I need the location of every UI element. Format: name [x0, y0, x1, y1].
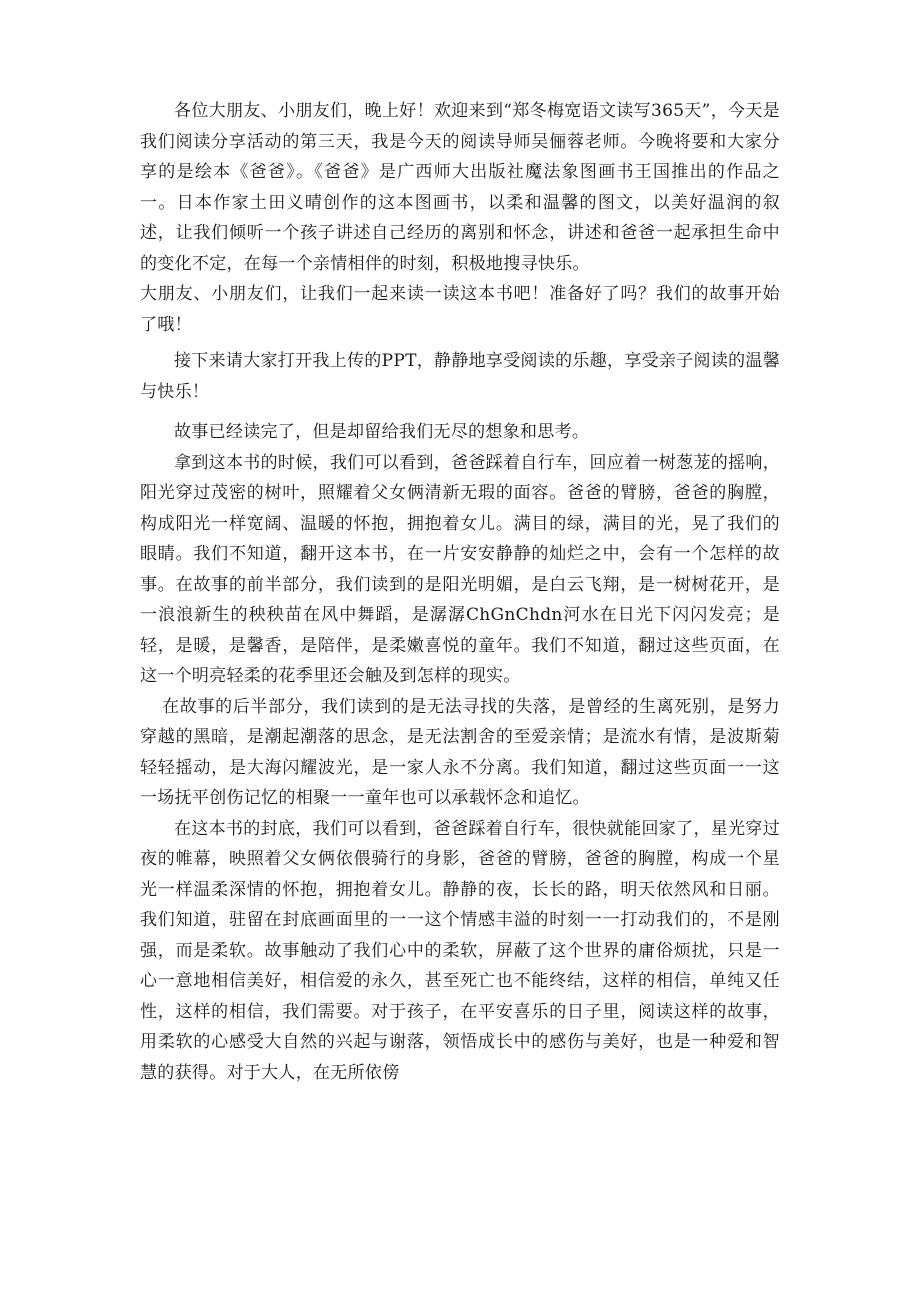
- second-half-paragraph: 在故事的后半部分，我们读到的是无法寻找的失落，是曾经的生离死别，是努力穿越的黑暗，是潮起潮落的思念，是无法割舍的至爱亲情；是流水有情，是波斯菊轻轻摇动，是大海闪耀波光，是一家人永不分离。我们知道，翻过这些页面一一这一场抚平创伤记忆的相聚一一童年也可以承载怀念和追忆。: [140, 696, 780, 808]
- ppt-paragraph: 接下来请大家打开我上传的PPT，静静地享受阅读的乐趣，享受亲子阅读的温馨与快乐！: [140, 351, 781, 402]
- reflection-paragraph: 故事已经读完了，但是却留给我们无尽的想象和思考。: [174, 422, 590, 442]
- document-page: [140, 96, 780, 1088]
- intro-paragraph: 各位大朋友、小朋友们，晚上好！欢迎来到“郑冬梅宽语文读写365天”，今天是我们阅读分享活动的第三天，我是今天的阅读导师吴俪蓉老师。今晚将要和大家分享的是绘本《爸爸》。《爸爸》是广西师大出版社魔法象图画书王国推出的作品之一。日本作家土田义晴创作的这本图画书，以柔和温馨的图文，以美好温润的叙述，让我们倾听一个孩子讲述自己经历的离别和怀念，讲述和爸爸一起承担生命中的变化不定，在每一个亲情相伴的时刻，积极地搜寻快乐。: [140, 101, 780, 274]
- invitation-paragraph: 大朋友、小朋友们，让我们一起来读一读这本书吧！准备好了吗？我们的故事开始了哦！: [140, 284, 780, 335]
- back-cover-paragraph: 在这本书的封底，我们可以看到，爸爸踩着自行车，很快就能回家了，星光穿过夜的帷幕，映照着父女俩依偎骑行的身影，爸爸的臂膀，爸爸的胸膛，构成一个星光一样温柔深情的怀抱，拥抱着女儿。静静的夜，长长的路，明天依然风和日丽。我们知道，驻留在封底画面里的一一这个情感丰溢的时刻一一打动我们的，不是刚强，而是柔软。故事触动了我们心中的柔软，屏蔽了这个世界的庸俗烦扰，只是一心一意地相信美好，相信爱的永久，甚至死亡也不能终结，这样的相信，单纯又任性，这样的相信，我们需要。对于孩子，在平安喜乐的日子里，阅读这样的故事，用柔软的心感受大自然的兴起与谢落，领悟成长中的感伤与美好，也是一种爱和智慧的获得。对于大人，在无所依傍: [140, 818, 780, 1083]
- cover-paragraph: 拿到这本书的时候，我们可以看到，爸爸踩着自行车，回应着一树葱茏的摇响，阳光穿过茂密的树叶，照耀着父女俩清新无瑕的面容。爸爸的臂膀，爸爸的胸膛，构成阳光一样宽阔、温暖的怀抱，拥抱着女儿。满目的绿，满目的光，晃了我们的眼睛。我们不知道，翻开这本书，在一片安安静静的灿烂之中，会有一个怎样的故事。在故事的前半部分，我们读到的是阳光明媚，是白云飞翔，是一树树花开，是一浪浪新生的秧秧苗在风中舞蹈，是潺潺ChGnChdn河水在日光下闪闪发亮；是轻，是暖，是馨香，是陪伴，是柔嫩喜悦的童年。我们不知道，翻过这些页面，在这一个明亮轻柔的花季里还会触及到怎样的现实。: [140, 452, 780, 686]
